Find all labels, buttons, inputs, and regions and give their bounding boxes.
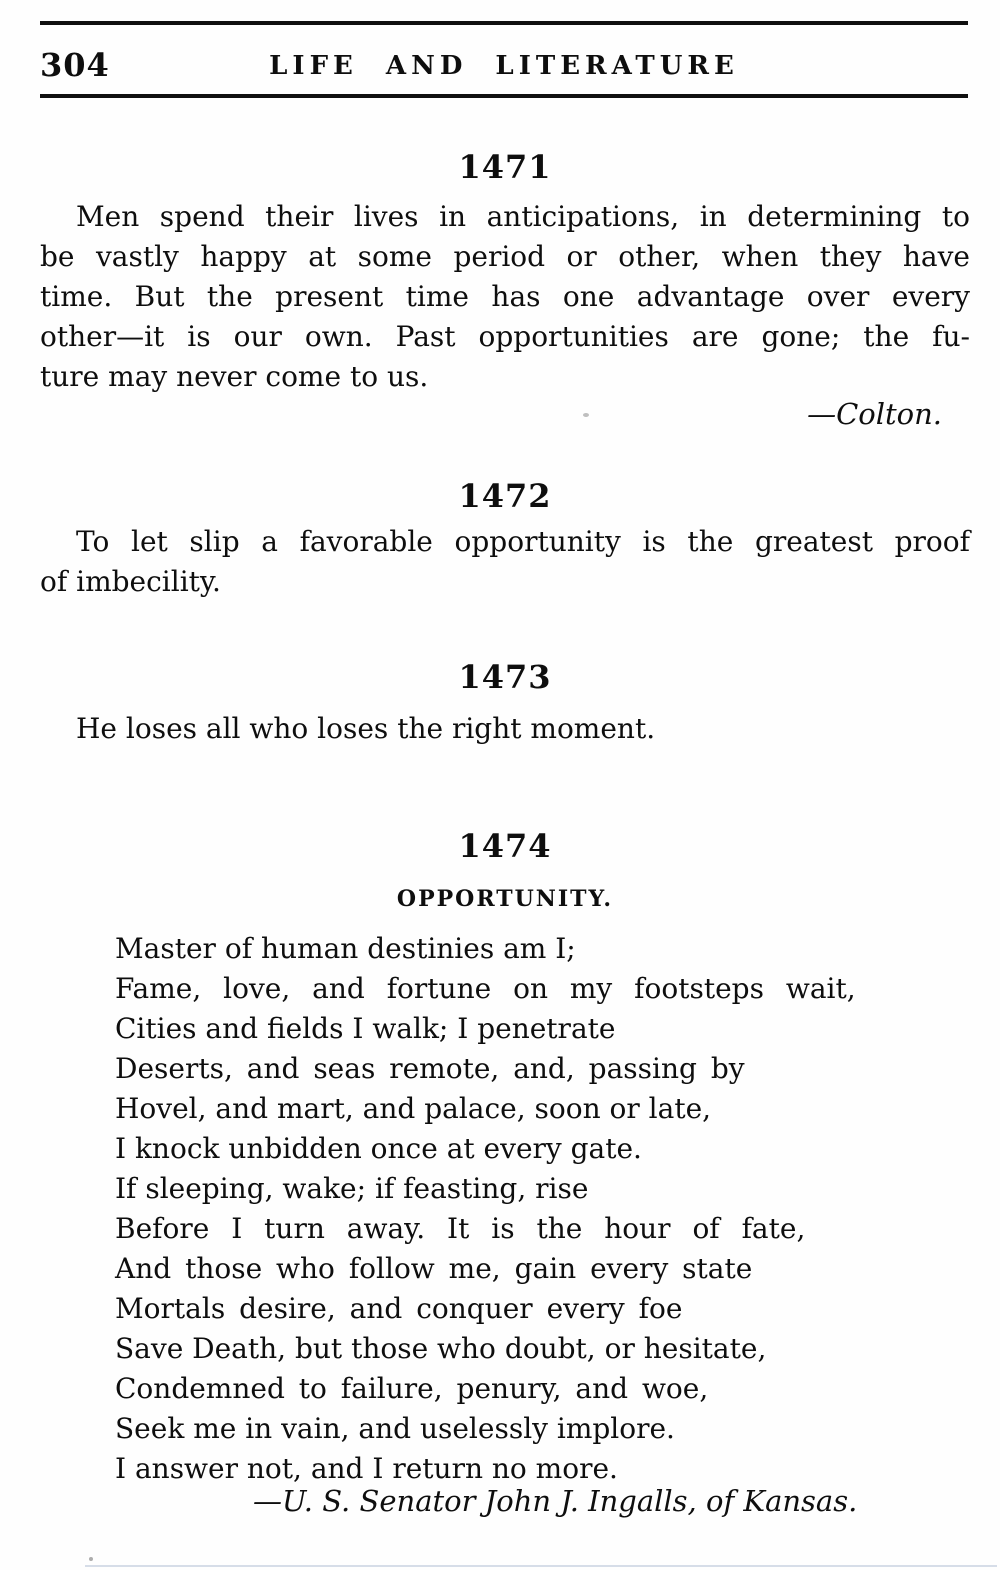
poem-line: Before I turn away. It is the hour of fate, <box>115 1212 806 1245</box>
poem-line: Deserts, and seas remote, and, passing by <box>115 1052 745 1085</box>
poem-line: If sleeping, wake; if feasting, rise <box>115 1172 589 1205</box>
prose-line: Men spend their lives in anticipations, in determining to <box>76 200 970 233</box>
poem-opportunity <box>115 929 975 1489</box>
quote-text-1471 <box>40 197 970 397</box>
poem-line: Cities and fields I walk; I penetrate <box>115 1012 616 1045</box>
poem-line: Seek me in vain, and uselessly implore. <box>115 1412 675 1445</box>
poem-line: And those who follow me, gain every state <box>115 1252 753 1285</box>
quote-number-1471: 1471 <box>458 148 552 186</box>
attribution-colton: —Colton. <box>807 397 942 431</box>
quote-number-1474: 1474 <box>458 827 552 865</box>
prose-line: He loses all who loses the right moment. <box>76 712 656 745</box>
header-rule <box>40 94 968 98</box>
poem-title: OPPORTUNITY. <box>396 886 614 912</box>
quote-text-1473 <box>40 709 970 749</box>
prose-line: time. But the present time has one advantage over every <box>40 280 970 313</box>
top-rule <box>40 21 968 25</box>
quote-number-1473: 1473 <box>458 658 552 696</box>
page-number: 304 <box>40 46 110 84</box>
poem-line: Hovel, and mart, and palace, soon or late, <box>115 1092 712 1125</box>
prose-line: To let slip a favorable opportunity is the greatest proof <box>76 525 970 558</box>
poem-line: Mortals desire, and conquer every foe <box>115 1292 683 1325</box>
prose-line: ture may never come to us. <box>40 360 429 393</box>
quote-number-1472: 1472 <box>458 477 552 515</box>
page-bottom-scan-line <box>85 1565 997 1567</box>
prose-line: other—it is our own. Past opportunities are gone; the fu- <box>40 320 970 353</box>
poem-line: Condemned to failure, penury, and woe, <box>115 1372 709 1405</box>
poem-line: Save Death, but those who doubt, or hesitate, <box>115 1332 767 1365</box>
prose-line: be vastly happy at some period or other, when they have <box>40 240 970 273</box>
poem-line: I answer not, and I return no more. <box>115 1452 618 1485</box>
quote-text-1472 <box>40 522 970 602</box>
poem-line: I knock unbidden once at every gate. <box>115 1132 642 1165</box>
attribution-ingalls: —U. S. Senator John J. Ingalls, of Kansas. <box>253 1484 858 1518</box>
prose-line: of imbecility. <box>40 565 221 598</box>
running-header-title: LIFE AND LITERATURE <box>269 51 739 81</box>
poem-line: Master of human destinies am I; <box>115 932 576 965</box>
scan-speck <box>89 1557 93 1561</box>
poem-line: Fame, love, and fortune on my footsteps wait, <box>115 972 856 1005</box>
